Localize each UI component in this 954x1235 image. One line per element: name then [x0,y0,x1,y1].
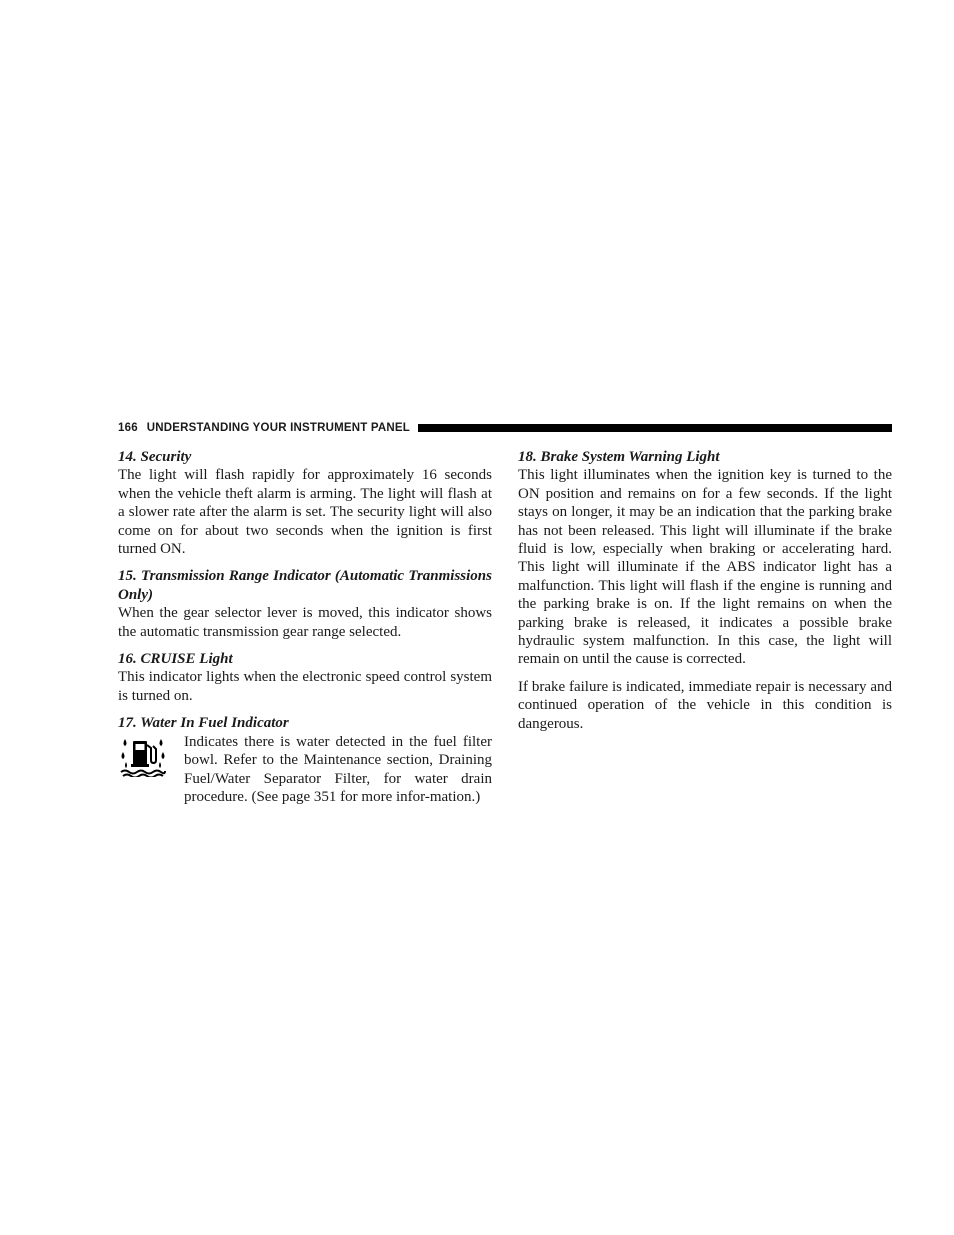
cruise-light-section [118,650,492,705]
section-title: UNDERSTANDING YOUR INSTRUMENT PANEL [146,421,410,434]
page-header [118,419,892,436]
water-in-fuel-row [118,733,492,807]
brake-failure-section [518,678,892,733]
right-column [518,448,892,742]
security-heading: 14. Security [118,449,192,465]
cruise-light-heading: 16. CRUISE Light [118,651,233,668]
left-column [118,448,492,815]
brake-warning-section [518,448,892,669]
transmission-range-body: When the gear selector lever is moved, this indicator shows the automatic transmission gear range selected. [118,605,492,640]
transmission-range-section [118,567,492,641]
water-in-fuel-body: Indicates there is water detected in the fuel filter bowl. Refer to the Maintenance section, Draining Fuel/Water Separator Filter, for water drain procedure. (See page 351 for more infor-mation.) [184,733,492,805]
brake-failure-body: If brake failure is indicated, immediate repair is necessary and continued operation of the vehicle in this condition is dangerous. [518,678,892,732]
security-section [118,448,492,558]
header-rule [418,424,892,432]
water-in-fuel-section [118,714,492,806]
water-in-fuel-icon [118,733,184,782]
page-number: 166 [118,421,138,434]
transmission-range-heading: 15. Transmission Range Indicator (Automatic Tranmissions Only) [118,568,492,603]
security-body: The light will flash rapidly for approximately 16 seconds when the vehicle theft alarm is arming. The light will flash at a slower rate after the alarm is set. The security light will also come on for about two seconds when the ignition is first turned ON. [118,467,492,558]
brake-warning-body: This light illuminates when the ignition key is turned to the ON position and remains on for a few seconds. If the light stays on longer, it may be an indication that the parking brake has not been released. This light will illuminate if the brake fluid is low, especially when braking or accelerating hard. This light will illuminate if the ABS indicator light has a malfunction. This light will flash if the engine is running and the parking brake is on. If the light remains on when the parking brake is released, it indicates a possible brake hydraulic system malfunction. In this case, the light will remain on until the cause is corrected. [518,467,892,668]
brake-warning-heading: 18. Brake System Warning Light [518,449,720,465]
water-in-fuel-heading: 17. Water In Fuel Indicator [118,715,289,732]
cruise-light-body: This indicator lights when the electronic speed control system is turned on. [118,669,492,704]
